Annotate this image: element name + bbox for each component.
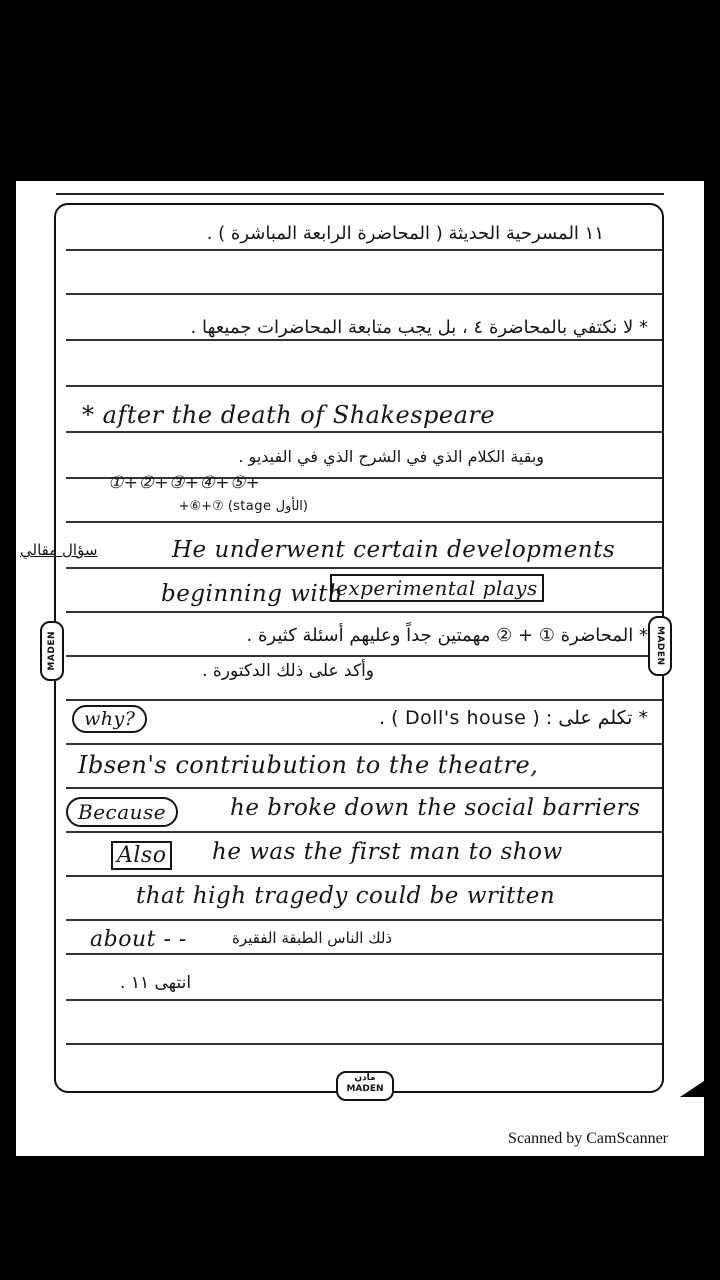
ruled-line — [66, 699, 662, 701]
note-line: * لا نكتفي بالمحاضرة ٤ ، بل يجب متابعة المحاضرات جميعها . — [190, 317, 648, 338]
experimental-plays-box: experimental plays — [330, 574, 544, 602]
ruled-line — [66, 831, 662, 833]
ruled-line — [66, 953, 662, 955]
ruled-line — [66, 999, 662, 1001]
ruled-line — [66, 875, 662, 877]
dolls-house-line: * تكلم على : ( Doll's house ) . — [378, 707, 648, 729]
essay-question-label: سؤال مقالي — [20, 541, 98, 559]
also-label: Also — [111, 841, 172, 870]
doctor-note-line: وأكد على ذلك الدكتورة . — [202, 661, 374, 681]
ruled-line — [66, 339, 662, 341]
tragedy-line: that high tragedy could be written — [136, 883, 556, 909]
developments-line: He underwent certain developments — [172, 537, 616, 563]
lecture-importance-line: * المحاضرة ① + ② مهمتين جداً وعليهم أسئلة كثيرة . — [246, 625, 648, 646]
ruled-line — [66, 567, 662, 569]
because-label: Because — [66, 797, 178, 827]
ruled-line — [66, 919, 662, 921]
ruled-line — [66, 787, 662, 789]
maden-logo-bottom: مادن MADEN — [336, 1071, 394, 1101]
why-label: why? — [72, 705, 147, 733]
ruled-line — [66, 743, 662, 745]
notebook-page — [16, 181, 704, 1156]
barriers-text: he broke down the social barriers — [230, 795, 641, 821]
numbers-line: ①+②+③+④+⑤+ — [108, 473, 261, 493]
stage-line: (الأول stage) ⑦+⑥+ — [178, 499, 308, 514]
scanner-watermark: Scanned by CamScanner — [508, 1130, 668, 1147]
ruled-line — [66, 431, 662, 433]
lecture-title: ١١ المسرحية الحديثة ( المحاضرة الرابعة المباشرة ) . — [206, 223, 604, 244]
about-text: about - - — [90, 927, 187, 952]
ruled-line — [66, 385, 662, 387]
ruled-line — [66, 249, 662, 251]
ibsen-line: Ibsen's contriubution to the theatre, — [78, 751, 539, 779]
ruled-line — [66, 293, 662, 295]
page-corner — [680, 1081, 704, 1097]
maden-logo-left: MADEN — [40, 621, 64, 681]
ruled-line — [66, 655, 662, 657]
video-note-line: وبقية الكلام الذي في الشرح الذي في الفيديو . — [238, 447, 544, 466]
ruled-line — [66, 1043, 662, 1045]
end-mark: انتهى ١١ . — [120, 973, 192, 993]
beginning-text: beginning with — [161, 581, 344, 607]
top-rule — [56, 193, 664, 195]
shakespeare-line: * after the death of Shakespeare — [82, 401, 496, 429]
ruled-line — [66, 521, 662, 523]
about-arabic-text: ذلك الناس الطبقة الفقيرة — [232, 929, 393, 947]
ruled-line — [66, 611, 662, 613]
maden-logo-right: MADEN — [648, 616, 672, 676]
first-man-text: he was the first man to show — [212, 839, 563, 865]
